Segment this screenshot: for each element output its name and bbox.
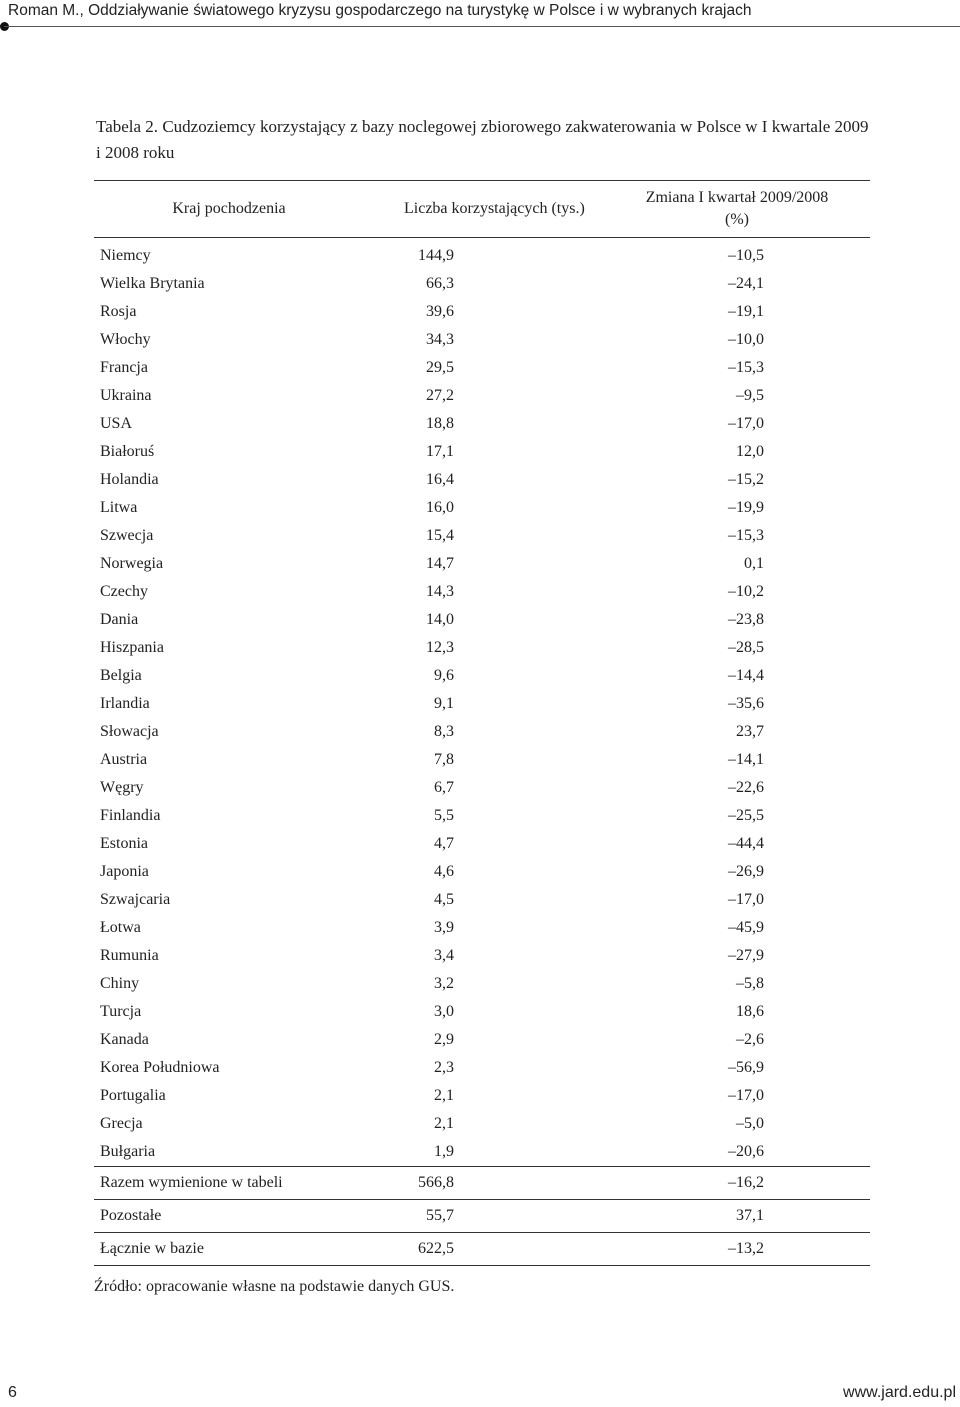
cell-count: 2,9 (434, 1031, 454, 1048)
cell-country: Niemcy (100, 247, 151, 264)
cell-change: –23,8 (728, 611, 764, 628)
cell-country: Grecja (100, 1115, 143, 1132)
cell-change: 12,0 (736, 443, 764, 460)
cell-count: 4,5 (434, 891, 454, 908)
cell-count: 3,2 (434, 975, 454, 992)
table-row (94, 298, 870, 326)
table-row (94, 1110, 870, 1138)
table-row (94, 494, 870, 522)
cell-count: 16,0 (426, 499, 454, 516)
table-row (94, 774, 870, 802)
table-row (94, 550, 870, 578)
table-row (94, 1082, 870, 1110)
cell-country: Słowacja (100, 723, 159, 740)
cell-change: –19,9 (728, 499, 764, 516)
table-row (94, 606, 870, 634)
table-row (94, 466, 870, 494)
cell-count: 55,7 (404, 1200, 604, 1233)
cell-change: –22,6 (728, 779, 764, 796)
table-row (94, 942, 870, 970)
cell-count: 3,0 (434, 1003, 454, 1020)
table-row (94, 718, 870, 746)
cell-count: 34,3 (426, 331, 454, 348)
table-row (94, 746, 870, 774)
cell-change: –35,6 (728, 695, 764, 712)
table-row (94, 270, 870, 298)
cell-count: 15,4 (426, 527, 454, 544)
cell-country: Włochy (100, 331, 151, 348)
cell-count: 7,8 (434, 751, 454, 768)
cell-country: Ukraina (100, 387, 152, 404)
header-count: Liczba korzystających (tys.) (404, 181, 604, 238)
header-country: Kraj pochodzenia (94, 181, 404, 238)
cell-country: Łącznie w bazie (94, 1233, 404, 1266)
cell-country: Rumunia (100, 947, 159, 964)
cell-country: Portugalia (100, 1087, 166, 1104)
cell-change: –10,2 (728, 583, 764, 600)
table-row (94, 802, 870, 830)
cell-change: –14,1 (728, 751, 764, 768)
header-change-line2: (%) (725, 211, 749, 228)
table-row (94, 830, 870, 858)
cell-count: 66,3 (426, 275, 454, 292)
cell-country: Japonia (100, 863, 149, 880)
cell-count: 27,2 (426, 387, 454, 404)
cell-country: Holandia (100, 471, 159, 488)
cell-count: 14,7 (426, 555, 454, 572)
cell-count: 12,3 (426, 639, 454, 656)
cell-change: –19,1 (728, 303, 764, 320)
cell-count: 2,1 (434, 1087, 454, 1104)
cell-country: Francja (100, 359, 148, 376)
header-change (604, 181, 870, 238)
header-rule (4, 26, 960, 27)
cell-change: –5,0 (736, 1115, 764, 1132)
cell-count: 18,8 (426, 415, 454, 432)
cell-change: –14,4 (728, 667, 764, 684)
cell-country: Szwecja (100, 527, 154, 544)
cell-change: –10,0 (728, 331, 764, 348)
source-note: Źródło: opracowanie własne na podstawie danych GUS. (94, 1278, 455, 1295)
table-row (94, 1138, 870, 1167)
cell-country: Szwajcaria (100, 891, 171, 908)
cell-change: –2,6 (736, 1031, 764, 1048)
cell-change: –16,2 (604, 1167, 870, 1200)
table-row (94, 238, 870, 271)
data-table (94, 180, 870, 1266)
cell-change: –10,5 (728, 247, 764, 264)
cell-country: Dania (100, 611, 139, 628)
cell-count: 2,1 (434, 1115, 454, 1132)
page-number: 6 (8, 1384, 17, 1401)
cell-country: Litwa (100, 499, 138, 516)
cell-change: –45,9 (728, 919, 764, 936)
table-row (94, 914, 870, 942)
cell-country: Turcja (100, 1003, 142, 1020)
table-row (94, 438, 870, 466)
total-row (94, 1167, 870, 1200)
cell-change: –17,0 (728, 415, 764, 432)
cell-country: Pozostałe (94, 1200, 404, 1233)
table-row (94, 970, 870, 998)
cell-change: –44,4 (728, 835, 764, 852)
table-row (94, 858, 870, 886)
table-header-row (94, 181, 870, 238)
table-row (94, 354, 870, 382)
cell-count: 5,5 (434, 807, 454, 824)
cell-count: 39,6 (426, 303, 454, 320)
cell-count: 4,6 (434, 863, 454, 880)
cell-change: –15,2 (728, 471, 764, 488)
cell-change: 23,7 (736, 723, 764, 740)
table-row (94, 998, 870, 1026)
cell-country: Irlandia (100, 695, 150, 712)
table-row (94, 1054, 870, 1082)
cell-count: 8,3 (434, 723, 454, 740)
cell-count: 29,5 (426, 359, 454, 376)
cell-change: 0,1 (744, 555, 764, 572)
cell-count: 566,8 (404, 1167, 604, 1200)
cell-country: Austria (100, 751, 148, 768)
cell-country: Czechy (100, 583, 148, 600)
cell-change: –25,5 (728, 807, 764, 824)
table-row (94, 410, 870, 438)
table-row (94, 662, 870, 690)
cell-country: Belgia (100, 667, 142, 684)
cell-count: 622,5 (404, 1233, 604, 1266)
cell-country: Bułgaria (100, 1143, 156, 1160)
table-caption-text: Cudzoziemcy korzystający z bazy noclegowej zbiorowego zakwaterowania w Polsce w I kwartale 2009 i 2008 roku (96, 117, 869, 162)
table-row (94, 522, 870, 550)
cell-country: Finlandia (100, 807, 161, 824)
cell-country: Estonia (100, 835, 148, 852)
cell-count: 16,4 (426, 471, 454, 488)
cell-change: –24,1 (728, 275, 764, 292)
cell-change: –15,3 (728, 527, 764, 544)
cell-count: 9,1 (434, 695, 454, 712)
table-row (94, 382, 870, 410)
cell-change: –5,8 (736, 975, 764, 992)
cell-change: 18,6 (736, 1003, 764, 1020)
total-row (94, 1233, 870, 1266)
table-caption (96, 114, 872, 166)
cell-country: Węgry (100, 779, 144, 796)
header-change-line1: Zmiana I kwartał 2009/2008 (645, 189, 829, 206)
cell-change: –20,6 (728, 1143, 764, 1160)
table-row (94, 1026, 870, 1054)
cell-count: 9,6 (434, 667, 454, 684)
cell-change: –27,9 (728, 947, 764, 964)
cell-country: Rosja (100, 303, 137, 320)
table-row (94, 634, 870, 662)
cell-country: Chiny (100, 975, 140, 992)
cell-country: Norwegia (100, 555, 164, 572)
cell-change: –15,3 (728, 359, 764, 376)
cell-change: 37,1 (604, 1200, 870, 1233)
cell-change: –17,0 (728, 1087, 764, 1104)
cell-country: Hiszpania (100, 639, 164, 656)
cell-count: 1,9 (434, 1143, 454, 1160)
cell-count: 14,3 (426, 583, 454, 600)
cell-country: Kanada (100, 1031, 149, 1048)
cell-count: 4,7 (434, 835, 454, 852)
cell-country: USA (100, 415, 133, 432)
cell-change: –9,5 (736, 387, 764, 404)
cell-change: –13,2 (604, 1233, 870, 1266)
table-body (94, 238, 870, 1167)
cell-change: –28,5 (728, 639, 764, 656)
cell-count: 3,4 (434, 947, 454, 964)
cell-change: –26,9 (728, 863, 764, 880)
table-totals (94, 1167, 870, 1266)
cell-count: 14,0 (426, 611, 454, 628)
cell-count: 17,1 (426, 443, 454, 460)
total-row (94, 1200, 870, 1233)
cell-country: Korea Południowa (100, 1059, 220, 1076)
cell-country: Łotwa (100, 919, 141, 936)
table-caption-label: Tabela 2. (96, 117, 159, 136)
cell-country: Białoruś (100, 443, 155, 460)
cell-change: –17,0 (728, 891, 764, 908)
cell-count: 144,9 (418, 247, 454, 264)
table-row (94, 886, 870, 914)
table-row (94, 578, 870, 606)
cell-count: 3,9 (434, 919, 454, 936)
cell-country: Razem wymienione w tabeli (94, 1167, 404, 1200)
cell-country: Wielka Brytania (100, 275, 205, 292)
cell-count: 2,3 (434, 1059, 454, 1076)
cell-count: 6,7 (434, 779, 454, 796)
table-row (94, 326, 870, 354)
running-head: Roman M., Oddziaływanie światowego kryzysu gospodarczego na turystykę w Polsce i w wybranych krajach (8, 2, 752, 19)
cell-change: –56,9 (728, 1059, 764, 1076)
website-link[interactable]: www.jard.edu.pl (843, 1384, 956, 1401)
table-row (94, 690, 870, 718)
